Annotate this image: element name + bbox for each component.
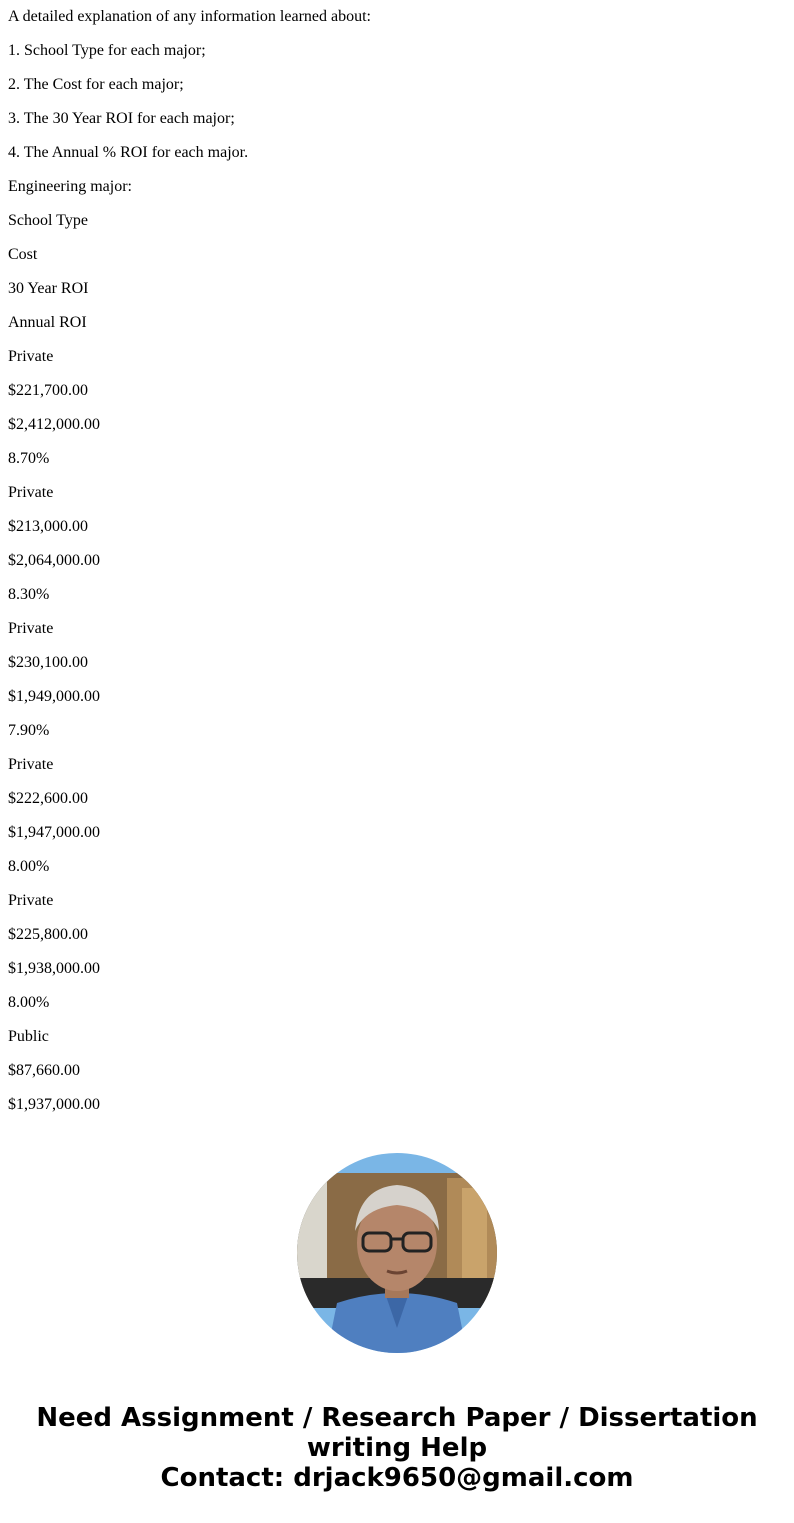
document-body <box>8 0 786 1114</box>
cell-annual-roi: 8.00% <box>8 858 50 875</box>
cell-school-type: Private <box>8 484 54 501</box>
cell-30-year-roi: $1,937,000.00 <box>8 1096 100 1113</box>
list-item-school-type: 1. School Type for each major; <box>8 42 206 59</box>
cell-cost: $230,100.00 <box>8 654 88 671</box>
column-header-30-year-roi: 30 Year ROI <box>8 280 89 297</box>
cell-cost: $225,800.00 <box>8 926 88 943</box>
avatar-portrait <box>297 1153 497 1353</box>
cell-30-year-roi: $1,938,000.00 <box>8 960 100 977</box>
column-header-cost: Cost <box>8 246 38 263</box>
cell-school-type: Public <box>8 1028 49 1045</box>
cell-annual-roi: 8.00% <box>8 994 50 1011</box>
cell-30-year-roi: $1,947,000.00 <box>8 824 100 841</box>
contact-email: Contact: drjack9650@gmail.com <box>160 1463 634 1493</box>
cell-annual-roi: 7.90% <box>8 722 50 739</box>
section-heading: Engineering major: <box>8 178 132 195</box>
cell-cost: $87,660.00 <box>8 1062 80 1079</box>
cell-30-year-roi: $2,064,000.00 <box>8 552 100 569</box>
cell-cost: $221,700.00 <box>8 382 88 399</box>
intro-line: A detailed explanation of any information learned about: <box>8 8 371 25</box>
list-item-cost: 2. The Cost for each major; <box>8 76 184 93</box>
cell-30-year-roi: $1,949,000.00 <box>8 688 100 705</box>
cell-school-type: Private <box>8 348 54 365</box>
list-item-30-year-roi: 3. The 30 Year ROI for each major; <box>8 110 235 127</box>
banner-headline: Need Assignment / Research Paper / Dissertation <box>36 1403 758 1433</box>
author-avatar <box>297 1153 497 1353</box>
column-header-school-type: School Type <box>8 212 88 229</box>
contact-banner <box>0 1403 794 1493</box>
banner-subheadline: writing Help <box>306 1433 488 1463</box>
cell-annual-roi: 8.70% <box>8 450 50 467</box>
cell-cost: $213,000.00 <box>8 518 88 535</box>
cell-school-type: Private <box>8 620 54 637</box>
cell-annual-roi: 8.30% <box>8 586 50 603</box>
cell-30-year-roi: $2,412,000.00 <box>8 416 100 433</box>
cell-school-type: Private <box>8 892 54 909</box>
column-header-annual-roi: Annual ROI <box>8 314 87 331</box>
cell-cost: $222,600.00 <box>8 790 88 807</box>
list-item-annual-roi: 4. The Annual % ROI for each major. <box>8 144 249 161</box>
cell-school-type: Private <box>8 756 54 773</box>
